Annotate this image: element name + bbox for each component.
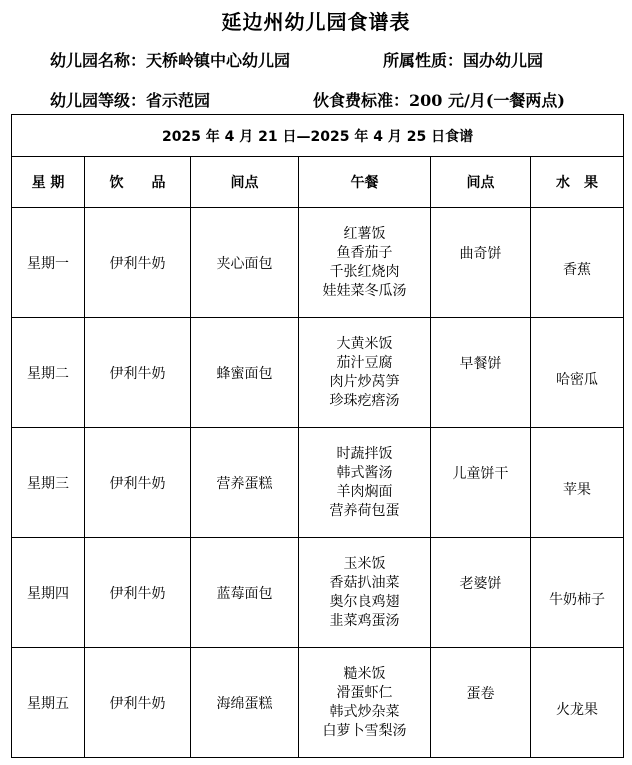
lunch-item: 白萝卜雪梨汤 xyxy=(322,722,407,739)
column-header-lunch: 午餐 xyxy=(299,157,431,208)
drink-cell: 伊利牛奶 xyxy=(85,428,191,538)
snack-pm-text: 老婆饼 xyxy=(459,575,502,592)
kindergarten-level-label: 幼儿园等级： xyxy=(50,91,147,110)
snack-pm-cell xyxy=(431,538,531,648)
fruit-cell xyxy=(531,538,624,648)
fruit-text: 牛奶柿子 xyxy=(549,591,606,608)
snack-pm-text: 蛋卷 xyxy=(466,685,495,702)
kindergarten-name-label: 幼儿园名称： xyxy=(50,51,147,70)
lunch-cell xyxy=(299,428,431,538)
lunch-item: 香菇扒油菜 xyxy=(329,574,400,591)
day-cell: 星期二 xyxy=(12,318,85,428)
meal-fee-value: 200 元/月(一餐两点) xyxy=(409,91,565,110)
lunch-item: 羊肉焖面 xyxy=(336,483,393,500)
lunch-list xyxy=(330,555,400,631)
lunch-list xyxy=(330,445,400,521)
table-row xyxy=(12,208,624,318)
drink-cell: 伊利牛奶 xyxy=(85,538,191,648)
lunch-item: 千张红烧肉 xyxy=(329,263,400,280)
lunch-item: 大黄米饭 xyxy=(336,335,393,352)
day-cell: 星期五 xyxy=(12,648,85,758)
kindergarten-nature-value: 国办幼儿园 xyxy=(463,51,544,70)
lunch-item: 奥尔良鸡翅 xyxy=(329,593,400,610)
lunch-item: 茄汁豆腐 xyxy=(336,354,393,371)
week-range: 2025 年 4 月 21 日—2025 年 4 月 25 日食谱 xyxy=(12,115,624,157)
table-row xyxy=(12,428,624,538)
drink-cell: 伊利牛奶 xyxy=(85,208,191,318)
snack-am-cell: 蓝莓面包 xyxy=(191,538,299,648)
snack-pm-text: 早餐饼 xyxy=(459,355,502,372)
lunch-item: 娃娃菜冬瓜汤 xyxy=(322,282,407,299)
page-title: 延边州幼儿园食谱表 xyxy=(221,10,411,34)
kindergarten-name-value: 天桥岭镇中心幼儿园 xyxy=(146,51,291,70)
day-cell: 星期三 xyxy=(12,428,85,538)
lunch-list xyxy=(330,335,400,411)
snack-pm-text: 曲奇饼 xyxy=(459,245,502,262)
menu-table xyxy=(11,114,624,758)
kindergarten-name xyxy=(50,48,290,71)
day-cell: 星期四 xyxy=(12,538,85,648)
lunch-item: 时蔬拌饭 xyxy=(336,445,393,462)
snack-pm-cell xyxy=(431,648,531,758)
lunch-item: 滑蛋虾仁 xyxy=(336,684,393,701)
fruit-text: 香蕉 xyxy=(563,261,592,278)
lunch-item: 玉米饭 xyxy=(343,555,386,572)
snack-pm-cell xyxy=(431,428,531,538)
snack-am-cell: 夹心面包 xyxy=(191,208,299,318)
snack-pm-text: 儿童饼干 xyxy=(452,465,509,482)
column-header-snack-pm: 间点 xyxy=(431,157,531,208)
meal-fee xyxy=(313,88,565,111)
kindergarten-nature xyxy=(383,48,543,71)
snack-am-cell: 蜂蜜面包 xyxy=(191,318,299,428)
lunch-item: 珍珠疙瘩汤 xyxy=(329,392,400,409)
meal-fee-label: 伙食费标准： xyxy=(313,91,410,110)
kindergarten-level xyxy=(50,88,210,111)
lunch-cell xyxy=(299,318,431,428)
lunch-item: 营养荷包蛋 xyxy=(329,502,400,519)
column-header-snack-am: 间点 xyxy=(191,157,299,208)
lunch-item: 糙米饭 xyxy=(343,665,386,682)
lunch-cell xyxy=(299,648,431,758)
table-row xyxy=(12,318,624,428)
snack-am-cell: 海绵蛋糕 xyxy=(191,648,299,758)
fruit-text: 火龙果 xyxy=(556,701,599,718)
lunch-item: 韭菜鸡蛋汤 xyxy=(329,612,400,629)
lunch-item: 韩式酱汤 xyxy=(336,464,393,481)
fruit-text: 哈密瓜 xyxy=(556,371,599,388)
column-header-day: 星 期 xyxy=(12,157,85,208)
fruit-cell xyxy=(531,208,624,318)
drink-cell: 伊利牛奶 xyxy=(85,648,191,758)
lunch-cell xyxy=(299,538,431,648)
lunch-item: 韩式炒杂菜 xyxy=(329,703,400,720)
column-header-fruit: 水 果 xyxy=(531,157,624,208)
snack-am-cell: 营养蛋糕 xyxy=(191,428,299,538)
fruit-cell xyxy=(531,648,624,758)
table-row xyxy=(12,648,624,758)
lunch-list xyxy=(323,665,407,741)
lunch-item: 肉片炒莴笋 xyxy=(329,373,400,390)
lunch-item: 鱼香茄子 xyxy=(336,244,393,261)
kindergarten-level-value: 省示范园 xyxy=(146,91,211,110)
fruit-cell xyxy=(531,318,624,428)
day-cell: 星期一 xyxy=(12,208,85,318)
week-range-row xyxy=(12,115,624,157)
lunch-list xyxy=(323,225,407,301)
column-header-drink: 饮 品 xyxy=(85,157,191,208)
snack-pm-cell xyxy=(431,208,531,318)
kindergarten-nature-label: 所属性质： xyxy=(383,51,464,70)
fruit-cell xyxy=(531,428,624,538)
lunch-cell xyxy=(299,208,431,318)
table-row xyxy=(12,538,624,648)
table-header-row xyxy=(12,157,624,208)
drink-cell: 伊利牛奶 xyxy=(85,318,191,428)
lunch-item: 红薯饭 xyxy=(343,225,386,242)
snack-pm-cell xyxy=(431,318,531,428)
fruit-text: 苹果 xyxy=(563,481,592,498)
